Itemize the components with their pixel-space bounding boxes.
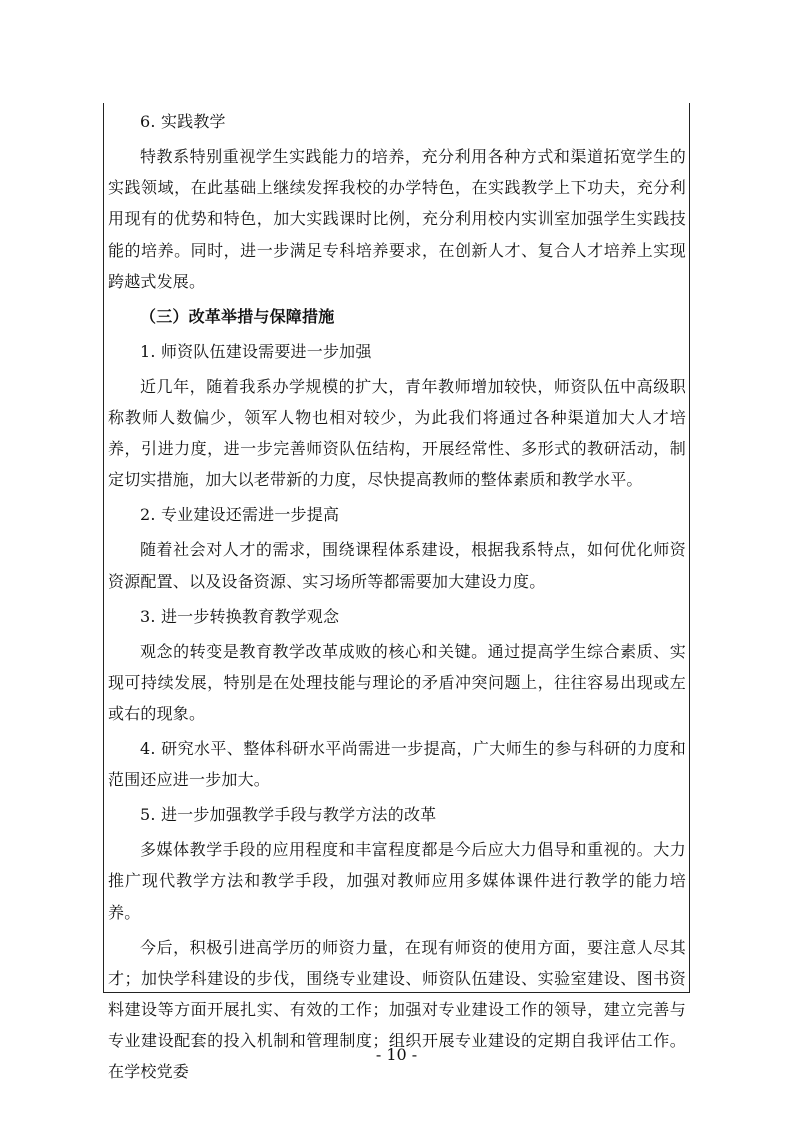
- paragraph-program-building: 随着社会对人才的需求，围绕课程体系建设，根据我系特点，如何优化师资资源配置、以及设备资源、实习场所等都需要加大建设力度。: [108, 540, 686, 591]
- subheading-education-concepts: 3. 进一步转换教育教学观念: [140, 606, 340, 626]
- subheading-teaching-methods: 5. 进一步加强教学手段与教学方法的改革: [140, 805, 437, 825]
- paragraph-multimedia: 多媒体教学手段的应用程度和丰富程度都是今后应大力倡导和重视的。大力推广现代教学方法和教学手段，加强对教师应用多媒体课件进行教学的能力培养。: [108, 840, 686, 922]
- subheading-faculty: 1. 师资队伍建设需要进一步加强: [140, 341, 372, 361]
- paragraph-research-level: 4. 研究水平、整体科研水平尚需进一步提高，广大师生的参与科研的力度和范围还应进一步加大。: [108, 739, 686, 790]
- paragraph-education-concepts: 观念的转变是教育教学改革成败的核心和关键。通过提高学生综合素质、实现可持续发展，特别是在处理技能与理论的矛盾冲突问题上，往往容易出现或左或右的现象。: [108, 641, 686, 724]
- paragraph-faculty: 近几年，随着我系办学规模的扩大，青年教师增加较快，师资队伍中高级职称教师人数偏少，领军人物也相对较少，为此我们将通过各种渠道加大人才培养，引进力度，进一步完善师资队伍结构，开展经常性、多形式的教研活动，制定切实措施，加大以老带新的力度，尽快提高教师的整体素质和教学水平。: [108, 376, 686, 490]
- paragraph-future-plans: 今后，积极引进高学历的师资力量，在现有师资的使用方面，要注意人尽其才；加快学科建设的步伐，围绕专业建设、师资队伍建设、实验室建设、图书资料建设等方面开展扎实、有效的工作；加强对专业建设工作的领导，建立完善与专业建设配套的投入机制和管理制度；组织开展专业建设的定期自我评估工作。在学校党委: [108, 937, 686, 1082]
- subheading-program-building: 2. 专业建设还需进一步提高: [140, 505, 340, 525]
- subheading-practice-teaching: 6. 实践教学: [140, 112, 226, 131]
- paragraph-practice-teaching: 特教系特别重视学生实践能力的培养，充分利用各种方式和渠道拓宽学生的实践领域，在此基础上继续发挥我校的办学特色，在实践教学上下功夫，充分利用现有的优势和特色，加大实践课时比例，充分利用校内实训室加强学生实践技能的培养。同时，进一步满足专科培养要求，在创新人才、复合人才培养上实现跨越式发展。: [108, 147, 686, 291]
- document-body: [108, 106, 686, 1091]
- page-number: - 10 -: [375, 1045, 418, 1064]
- section-heading-reform-measures: （三）改革举措与保障措施: [140, 306, 335, 326]
